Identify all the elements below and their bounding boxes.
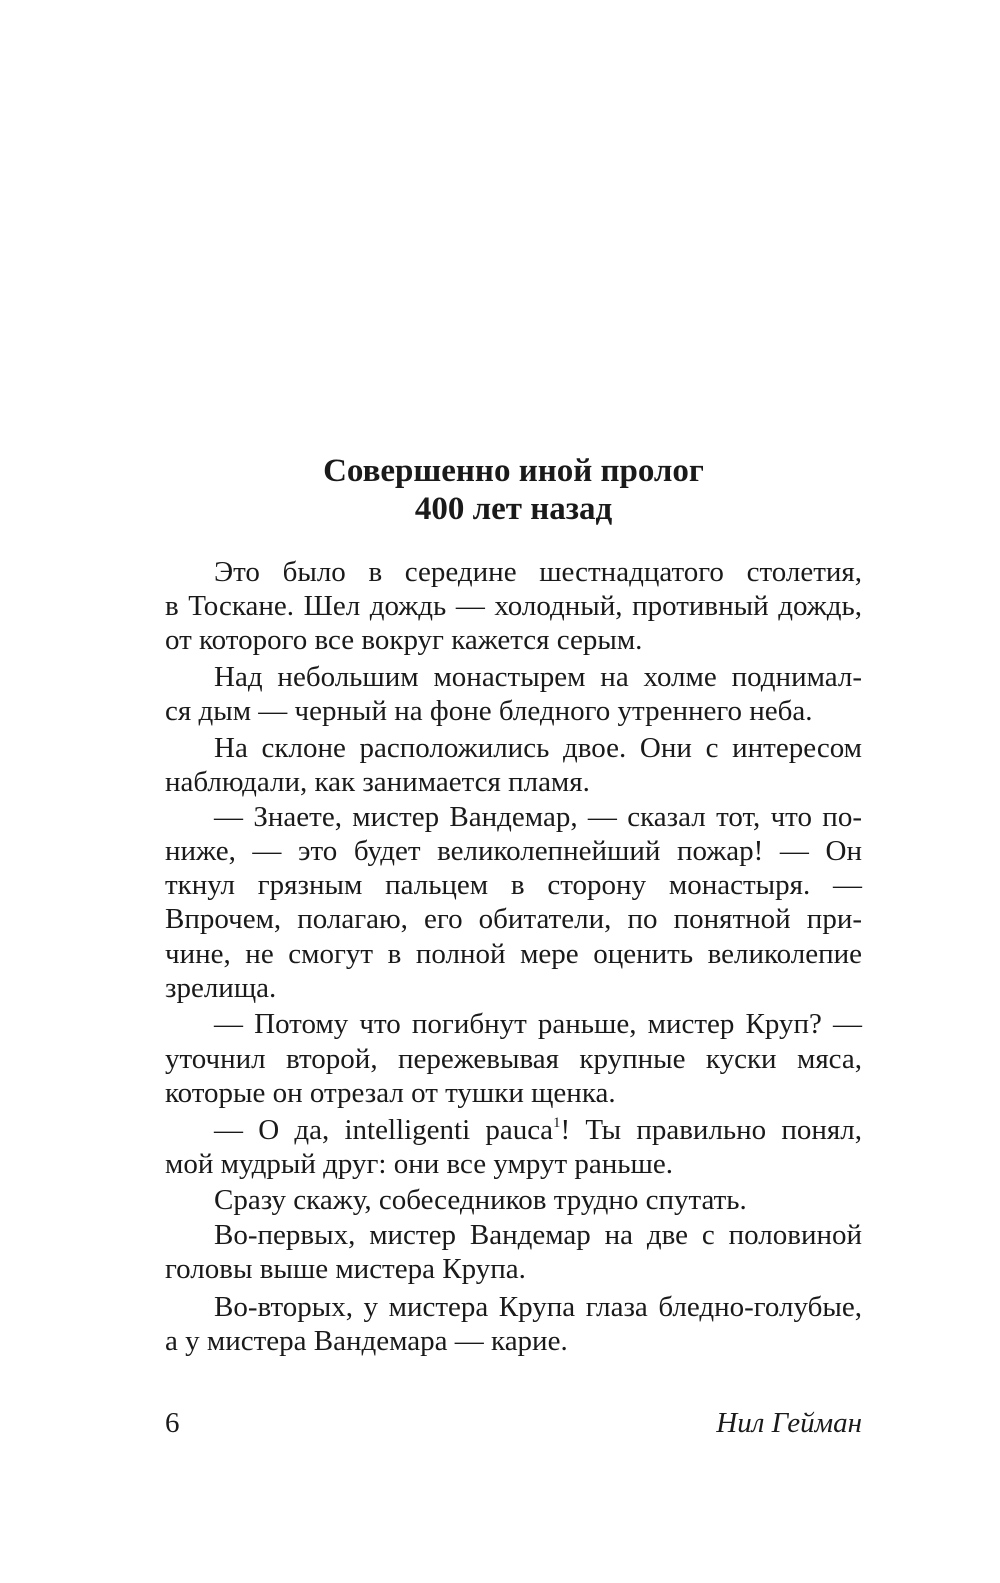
page-number: 6: [165, 1407, 180, 1439]
text-line: ся дым — черный на фоне бледного утреннего неба.: [165, 695, 813, 727]
text-line: в Тоскане. Шел дождь — холодный, противный дождь,: [165, 590, 862, 622]
footnote-marker[interactable]: 1: [552, 1115, 561, 1131]
text-line: ткнул грязным пальцем в сторону монастыря. —: [165, 869, 862, 901]
text-fragment: — О да, intelligenti pauca: [214, 1114, 553, 1146]
text-line: ниже, — это будет великолепнейший пожар! — Он: [165, 835, 862, 867]
text-line: от которого все вокруг кажется серым.: [165, 624, 643, 656]
text-line: [214, 1112, 862, 1148]
text-line: Во-вторых, у мистера Крупа глаза бледно-голубые,: [214, 1291, 862, 1323]
text-line: наблюдали, как занимается пламя.: [165, 766, 590, 798]
text-line: Это было в середине шестнадцатого столетия,: [214, 556, 862, 588]
text-line: Во-первых, мистер Вандемар на две с половиной: [214, 1219, 862, 1251]
text-line: Сразу скажу, собеседников трудно спутать.: [214, 1184, 747, 1216]
text-line: — Знаете, мистер Вандемар, — сказал тот, что по-: [214, 801, 862, 833]
text-line: На склоне расположились двое. Они с интересом: [214, 732, 862, 764]
text-line: зрелища.: [165, 972, 277, 1004]
text-line: — Потому что погибнут раньше, мистер Круп? —: [214, 1008, 862, 1040]
running-author: Нил Гейман: [716, 1407, 862, 1439]
text-line: а у мистера Вандемара — карие.: [165, 1325, 568, 1357]
chapter-title-line-1: Совершенно иной пролог: [323, 453, 704, 489]
text-fragment: ! Ты правильно понял,: [560, 1114, 862, 1146]
text-line: мой мудрый друг: они все умрут раньше.: [165, 1148, 673, 1180]
chapter-title-line-2: 400 лет назад: [414, 491, 613, 527]
text-line: Над небольшим монастырем на холме поднимал-: [214, 661, 862, 693]
text-line: которые он отрезал от тушки щенка.: [165, 1077, 616, 1109]
text-line: головы выше мистера Крупа.: [165, 1253, 526, 1285]
text-line: чине, не смогут в полной мере оценить великолепие: [165, 938, 862, 970]
text-line: Впрочем, полагаю, его обитатели, по понятной при-: [165, 903, 862, 935]
text-line: уточнил второй, пережевывая крупные куски мяса,: [165, 1043, 862, 1075]
